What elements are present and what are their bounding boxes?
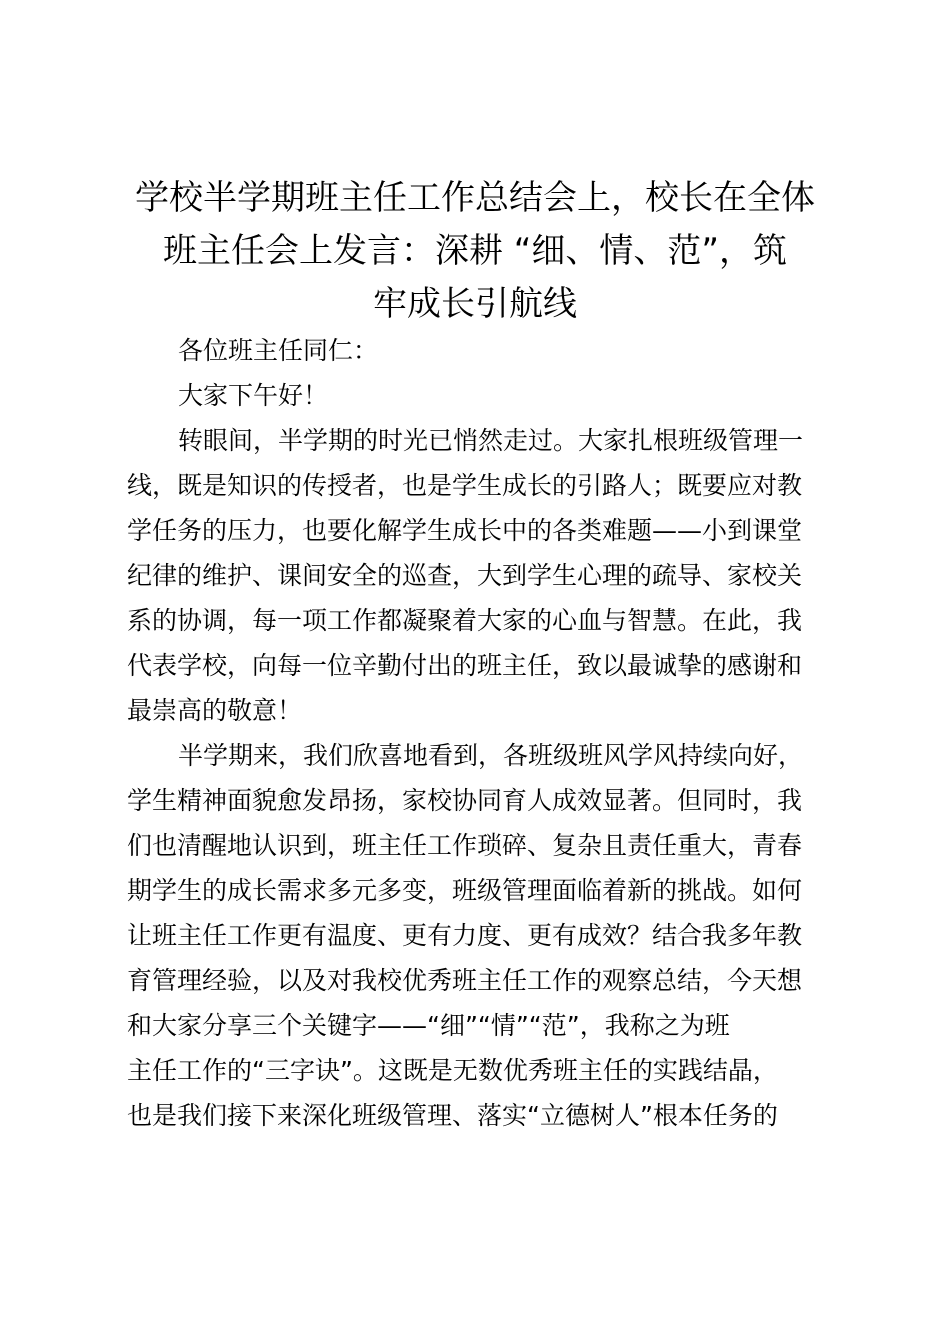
paragraph-line: 纪律的维护、课间安全的巡查，大到学生心理的疏导、家校关 xyxy=(127,561,803,590)
paragraph-2 xyxy=(127,733,831,1138)
paragraph-line: 育管理经验，以及对我校优秀班主任工作的观察总结，今天想 xyxy=(127,966,803,995)
paragraph-line: 和大家分享三个关键字——“细”“情”“范”，我称之为班 xyxy=(127,1011,730,1040)
paragraph-line: 让班主任工作更有温度、更有力度、更有成效？结合我多年教 xyxy=(127,921,803,950)
salutation: 各位班主任同仁： xyxy=(178,336,379,365)
paragraph-line: 们也清醒地认识到，班主任工作琐碎、复杂且责任重大，青春 xyxy=(127,831,803,860)
paragraph-line: 系的协调，每一项工作都凝聚着大家的心血与智慧。在此，我 xyxy=(127,606,803,635)
paragraph-line: 主任工作的“三字诀”。这既是无数优秀班主任的实践结晶， xyxy=(127,1056,778,1085)
title-line: 牢成长引航线 xyxy=(373,284,577,324)
paragraph-line: 线，既是知识的传授者，也是学生成长的引路人；既要应对教 xyxy=(127,471,803,500)
paragraph-line: 学生精神面貌愈发昂扬，家校协同育人成效显著。但同时，我 xyxy=(127,786,803,815)
paragraph-line: 也是我们接下来深化班级管理、落实“立德树人”根本任务的 xyxy=(127,1101,778,1130)
paragraph-1 xyxy=(127,418,831,733)
paragraph-line: 半学期来，我们欣喜地看到，各班级班风学风持续向好， xyxy=(178,741,804,770)
document-title xyxy=(118,172,832,331)
paragraph-line: 代表学校，向每一位辛勤付出的班主任，致以最诚挚的感谢和 xyxy=(127,651,803,680)
paragraph-line: 期学生的成长需求多元多变，班级管理面临着新的挑战。如何 xyxy=(127,876,803,905)
greeting: 大家下午好！ xyxy=(178,381,329,410)
title-line: 学校半学期班主任工作总结会上，校长在全体 xyxy=(135,178,815,218)
title-line: 班主任会上发言：深耕 “细、情、范”，筑 xyxy=(162,231,788,271)
document-body xyxy=(127,328,831,1138)
paragraph-line: 最崇高的敬意！ xyxy=(127,696,303,725)
paragraph-line: 转眼间，半学期的时光已悄然走过。大家扎根班级管理一 xyxy=(178,426,804,455)
paragraph-line: 学任务的压力，也要化解学生成长中的各类难题——小到课堂 xyxy=(127,516,803,545)
